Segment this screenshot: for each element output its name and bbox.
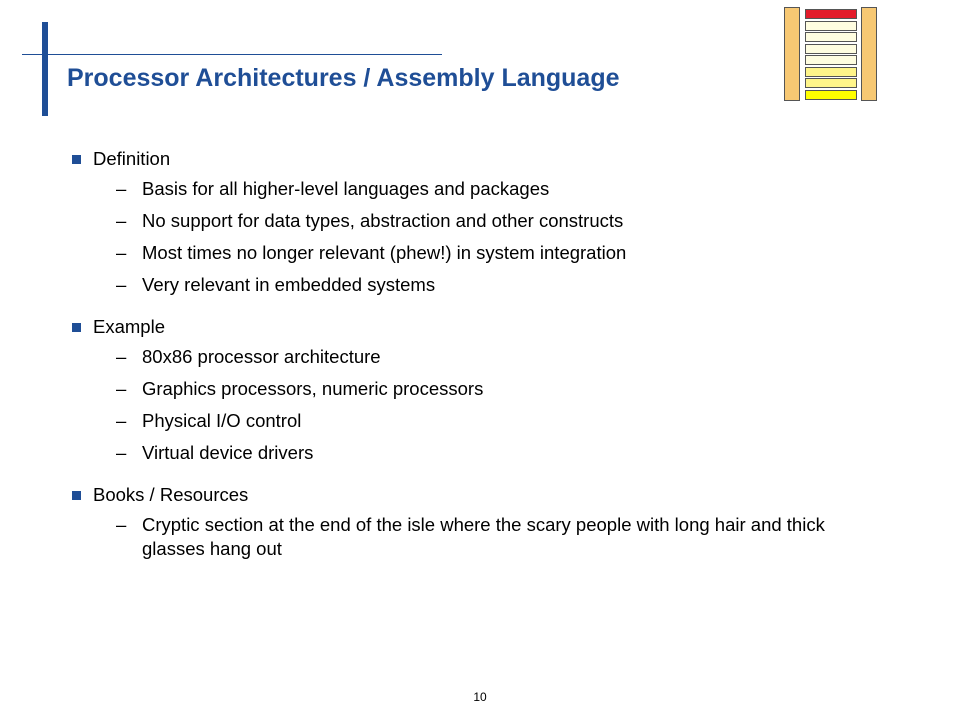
list-item: – No support for data types, abstraction and other constructs	[116, 210, 624, 231]
list-item: – Physical I/O control	[116, 410, 302, 431]
dash-bullet-icon: –	[116, 210, 127, 231]
section-definition	[72, 144, 912, 302]
dash-bullet-icon: –	[116, 442, 127, 463]
dash-bullet-icon: –	[116, 274, 127, 295]
dash-bullet-icon: –	[116, 242, 127, 263]
section-heading: Books / Resources	[93, 484, 249, 505]
stack-side-left	[784, 7, 800, 101]
processor-stack-graphic	[784, 7, 880, 103]
section-heading: Example	[93, 316, 165, 337]
list-item: – Very relevant in embedded systems	[116, 274, 436, 295]
stack-layer	[805, 78, 857, 88]
title-top-rule	[22, 54, 442, 55]
title-accent-bar	[42, 22, 48, 116]
stack-layer	[805, 9, 857, 19]
stack-layer	[805, 44, 857, 54]
dash-bullet-icon: –	[116, 378, 127, 399]
stack-layer	[805, 55, 857, 65]
stack-layer	[805, 32, 857, 42]
square-bullet-icon	[72, 155, 81, 164]
page-number: 10	[473, 690, 487, 704]
list-item: – Cryptic section at the end of the isle where the scary people with long hair and thick glasses hang out	[116, 514, 825, 559]
slide-content	[72, 144, 912, 576]
square-bullet-icon	[72, 491, 81, 500]
dash-bullet-icon: –	[116, 410, 127, 431]
list-item: – Graphics processors, numeric processors	[116, 378, 484, 399]
list-item: – Basis for all higher-level languages and packages	[116, 178, 550, 199]
square-bullet-icon	[72, 323, 81, 332]
list-item: – Most times no longer relevant (phew!) in system integration	[116, 242, 627, 263]
section-example	[72, 312, 912, 470]
list-item: – Virtual device drivers	[116, 442, 314, 463]
section-heading: Definition	[93, 148, 171, 169]
dash-bullet-icon: –	[116, 346, 127, 367]
dash-bullet-icon: –	[116, 514, 127, 535]
stack-layer	[805, 67, 857, 77]
stack-layer	[805, 21, 857, 31]
stack-layer	[805, 90, 857, 100]
slide-title: Processor Architectures / Assembly Language	[67, 64, 620, 92]
stack-side-right	[861, 7, 877, 101]
section-books-resources	[72, 480, 912, 566]
list-item: – 80x86 processor architecture	[116, 346, 381, 367]
dash-bullet-icon: –	[116, 178, 127, 199]
